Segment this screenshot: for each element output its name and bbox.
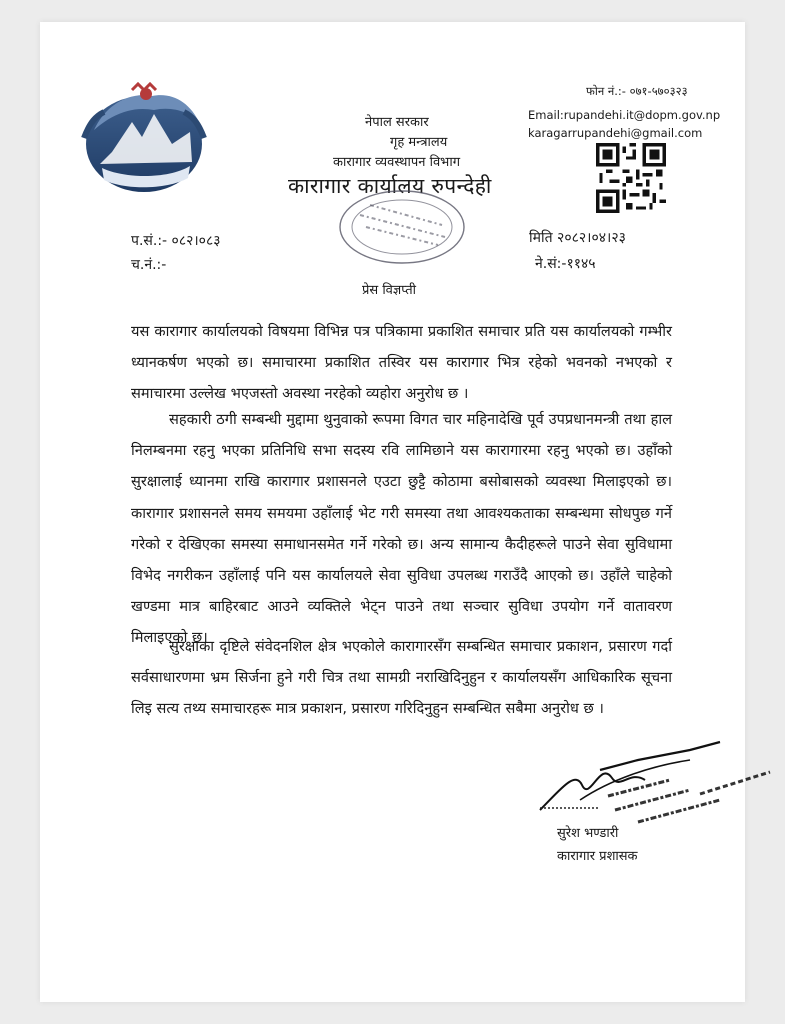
- signatory-name: सुरेश भण्डारी: [557, 826, 619, 841]
- nepal-emblem-logo: [72, 82, 222, 202]
- gmail-email[interactable]: karagarrupandehi@gmail.com: [528, 126, 703, 140]
- phone-number: फोन नं.:- ०७१-५७०३२३: [586, 84, 688, 98]
- office-stamp: [330, 185, 480, 270]
- letter-date: मिति २०८२।०४।२३: [529, 230, 626, 246]
- press-release-heading: प्रेस विज्ञप्ती: [362, 283, 417, 298]
- chalani-number: च.नं.:-: [131, 257, 167, 273]
- office-title: कारागार कार्यालय रुपन्देही: [288, 174, 492, 198]
- patra-sankhya: प.सं.:- ०८२।०८३: [131, 233, 221, 249]
- qr-code: [596, 143, 666, 213]
- ministry-name: गृह मन्त्रालय: [390, 135, 448, 150]
- department-name: कारागार व्यवस्थापन विभाग: [333, 155, 461, 170]
- paragraph-3: सुरक्षाका दृष्टिले संवेदनशिल क्षेत्र भएकोले कारागारसँग सम्बन्धित समाचार प्रकाशन, प्रसारण गर्दा सर्वसाधारणमा भ्रम सिर्जना हुने गरी चित्र तथा सामग्री नराखिदिनुहुन र कार्यालयसँग आधिकारिक सूचना लिइ सत्य तथ्य समाचारहरू मात्र प्रकाशन, प्रसारण गरिदिनुहुन सम्बन्धित सबैमा अनुरोध छ ।: [131, 638, 672, 718]
- gov-name: नेपाल सरकार: [365, 115, 429, 130]
- official-email[interactable]: Email:rupandehi.it@dopm.gov.np: [528, 108, 721, 122]
- signatory-title: कारागार प्रशासक: [557, 849, 638, 864]
- paragraph-1: यस कारागार कार्यालयको विषयमा विभिन्न पत्र पत्रिकामा प्रकाशित समाचार प्रति यस कार्यालयको गम्भीर ध्यानकर्षण भएको छ। समाचारमा प्रकाशित तस्विर यस कारागार भित्र रहेको भवनको नभएको र समाचारमा उल्लेख भएजस्तो अवस्था नरहेको व्यहोरा अनुरोध छ ।: [131, 323, 672, 403]
- nepal-sambat: ने.सं:-११४५: [535, 256, 596, 272]
- paragraph-2: सहकारी ठगी सम्बन्धी मुद्दामा थुनुवाको रूपमा विगत चार महिनादेखि पूर्व उपप्रधानमन्त्री तथा हाल निलम्बनमा रहनु भएका प्रतिनिधि सभा सदस्य रवि लामिछाने यस कारागारमा रहनु भएको छ। उहाँको सुरक्षालाई ध्यानमा राखि कारागार प्रशासनले एउटा छुट्टै कोठामा बसोबासको व्यवस्था मिलाइएको छ। कारागार प्रशासनले समय समयमा उहाँलाई भेट गरी समस्या तथा आवश्यकताका सम्बन्धमा सोधपुछ गर्ने गरेको र देखिएका समस्या समाधानसमेत गर्ने गरेको छ। अन्य सामान्य कैदीहरूले पाउने सेवा सुविधामा विभेद नगरीकन उहाँलाई पनि यस कार्यालयले सेवा सुविधा उपलब्ध गराउँदै आएको छ। उहाँले चाहेको खण्डमा मात्र बाहिरबाट आउने व्यक्तिले भेट्न पाउने तथा सञ्चार सुविधा उपयोग गर्ने वातावरण मिलाइएको छ।: [131, 411, 672, 647]
